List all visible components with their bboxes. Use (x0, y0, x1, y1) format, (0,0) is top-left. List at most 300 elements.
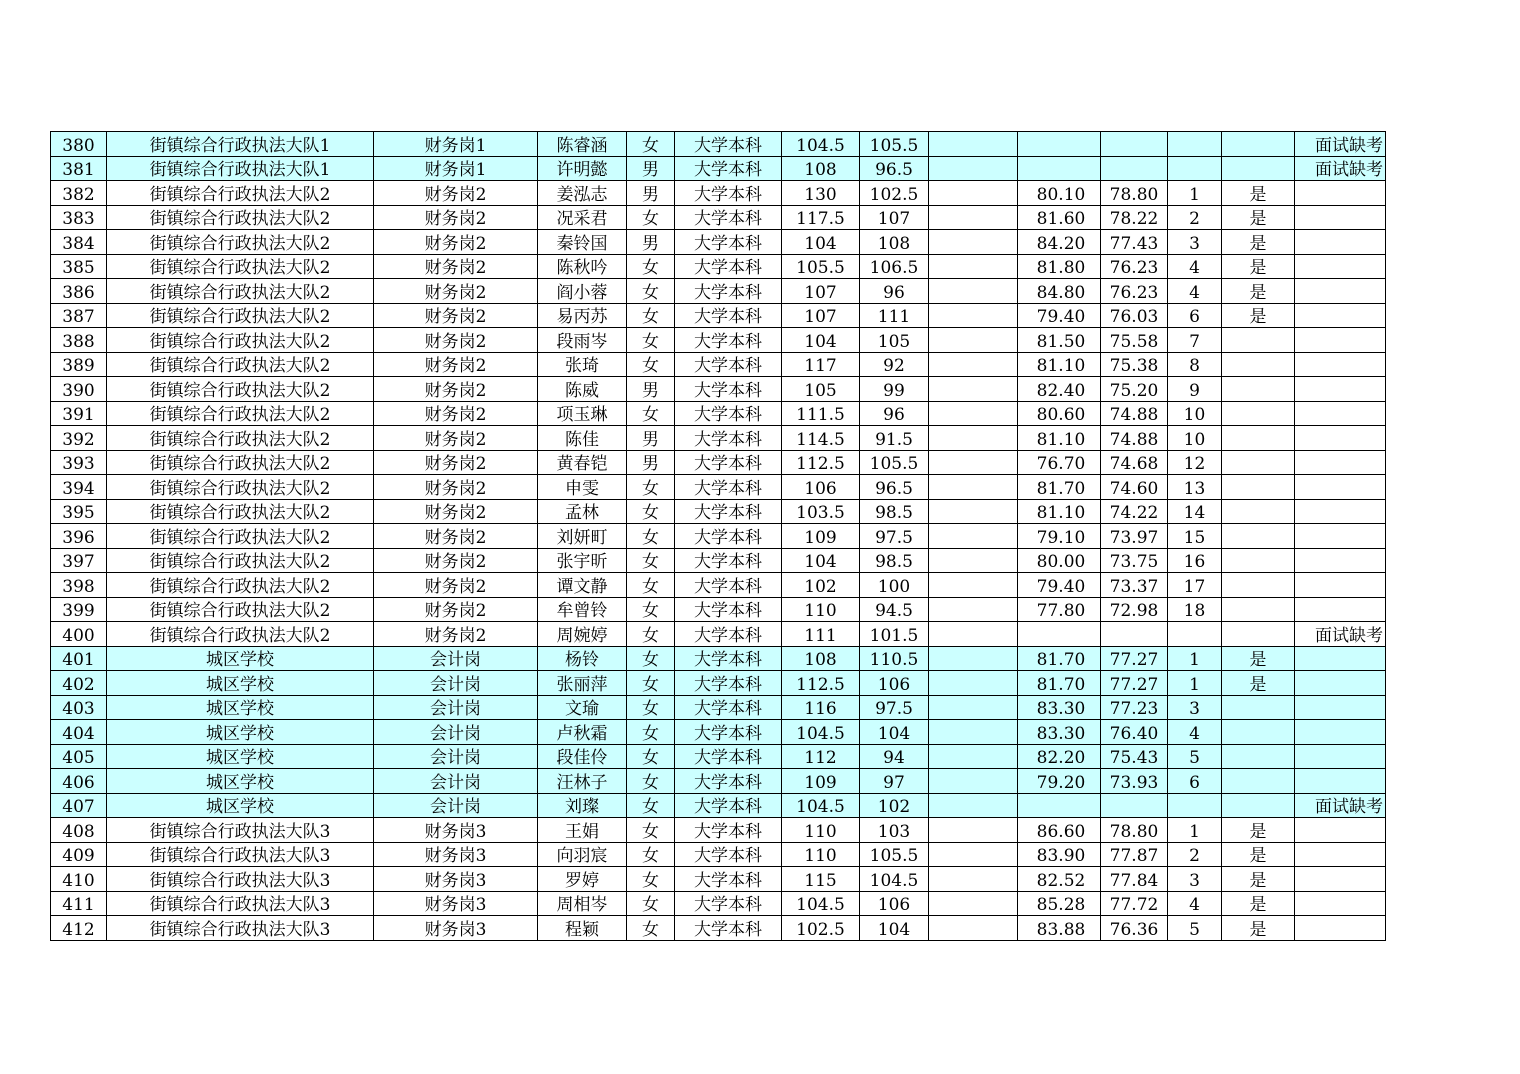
qualified-cell: 是 (1222, 818, 1295, 843)
score-2-cell: 94 (860, 744, 929, 769)
unit-cell: 街镇综合行政执法大队1 (107, 156, 374, 181)
remark-cell (1295, 524, 1386, 549)
total-score-cell: 73.37 (1101, 573, 1168, 598)
table-row (51, 867, 1386, 892)
blank-cell (929, 548, 1018, 573)
position-cell: 财务岗3 (374, 916, 538, 941)
qualified-cell: 是 (1222, 254, 1295, 279)
rank-cell (1168, 793, 1222, 818)
table-row (51, 450, 1386, 475)
unit-cell: 城区学校 (107, 646, 374, 671)
position-cell: 财务岗2 (374, 205, 538, 230)
row-number-cell: 406 (51, 769, 107, 794)
row-number-cell: 390 (51, 377, 107, 402)
qualified-cell (1222, 524, 1295, 549)
total-score-cell: 74.88 (1101, 426, 1168, 451)
rank-cell: 10 (1168, 401, 1222, 426)
interview-score-cell: 77.80 (1018, 597, 1101, 622)
score-1-cell: 115 (782, 867, 860, 892)
remark-cell (1295, 720, 1386, 745)
table-row (51, 891, 1386, 916)
table-row (51, 352, 1386, 377)
gender-cell: 女 (627, 793, 675, 818)
score-2-cell: 102 (860, 793, 929, 818)
unit-cell: 街镇综合行政执法大队2 (107, 303, 374, 328)
blank-cell (929, 426, 1018, 451)
qualified-cell (1222, 548, 1295, 573)
score-1-cell: 103.5 (782, 499, 860, 524)
score-2-cell: 105.5 (860, 132, 929, 157)
row-number-cell: 391 (51, 401, 107, 426)
interview-score-cell (1018, 156, 1101, 181)
row-number-cell: 380 (51, 132, 107, 157)
score-2-cell: 106.5 (860, 254, 929, 279)
unit-cell: 街镇综合行政执法大队1 (107, 132, 374, 157)
rank-cell: 5 (1168, 744, 1222, 769)
interview-score-cell: 81.10 (1018, 426, 1101, 451)
position-cell: 财务岗2 (374, 352, 538, 377)
score-1-cell: 107 (782, 279, 860, 304)
blank-cell (929, 695, 1018, 720)
education-cell: 大学本科 (675, 132, 782, 157)
interview-score-cell: 82.20 (1018, 744, 1101, 769)
interview-score-cell: 81.80 (1018, 254, 1101, 279)
qualified-cell (1222, 426, 1295, 451)
interview-score-cell: 79.40 (1018, 573, 1101, 598)
qualified-cell (1222, 597, 1295, 622)
interview-score-cell: 83.90 (1018, 842, 1101, 867)
remark-cell: 面试缺考 (1295, 793, 1386, 818)
rank-cell: 10 (1168, 426, 1222, 451)
blank-cell (929, 769, 1018, 794)
gender-cell: 女 (627, 132, 675, 157)
interview-score-cell: 81.60 (1018, 205, 1101, 230)
row-number-cell: 407 (51, 793, 107, 818)
total-score-cell: 75.20 (1101, 377, 1168, 402)
total-score-cell: 77.27 (1101, 646, 1168, 671)
row-number-cell: 396 (51, 524, 107, 549)
table-row (51, 548, 1386, 573)
unit-cell: 街镇综合行政执法大队2 (107, 205, 374, 230)
name-cell: 张丽萍 (538, 671, 627, 696)
interview-score-cell: 80.10 (1018, 181, 1101, 206)
position-cell: 财务岗2 (374, 450, 538, 475)
blank-cell (929, 279, 1018, 304)
score-1-cell: 110 (782, 597, 860, 622)
education-cell: 大学本科 (675, 916, 782, 941)
score-2-cell: 96 (860, 401, 929, 426)
education-cell: 大学本科 (675, 891, 782, 916)
education-cell: 大学本科 (675, 156, 782, 181)
table-body (51, 132, 1386, 941)
interview-score-cell (1018, 793, 1101, 818)
education-cell: 大学本科 (675, 744, 782, 769)
table-row (51, 426, 1386, 451)
score-2-cell: 106 (860, 891, 929, 916)
rank-cell: 3 (1168, 867, 1222, 892)
remark-cell (1295, 230, 1386, 255)
gender-cell: 男 (627, 377, 675, 402)
table-row (51, 622, 1386, 647)
table-row (51, 793, 1386, 818)
education-cell: 大学本科 (675, 230, 782, 255)
row-number-cell: 401 (51, 646, 107, 671)
score-2-cell: 97.5 (860, 524, 929, 549)
gender-cell: 女 (627, 646, 675, 671)
rank-cell: 1 (1168, 818, 1222, 843)
score-1-cell: 104.5 (782, 132, 860, 157)
score-2-cell: 107 (860, 205, 929, 230)
table-row (51, 720, 1386, 745)
unit-cell: 街镇综合行政执法大队2 (107, 499, 374, 524)
remark-cell (1295, 401, 1386, 426)
total-score-cell: 74.60 (1101, 475, 1168, 500)
name-cell: 许明懿 (538, 156, 627, 181)
interview-score-cell: 82.52 (1018, 867, 1101, 892)
name-cell: 陈秋吟 (538, 254, 627, 279)
education-cell: 大学本科 (675, 769, 782, 794)
score-2-cell: 99 (860, 377, 929, 402)
unit-cell: 街镇综合行政执法大队2 (107, 524, 374, 549)
interview-score-cell: 83.88 (1018, 916, 1101, 941)
score-1-cell: 106 (782, 475, 860, 500)
name-cell: 况采君 (538, 205, 627, 230)
remark-cell (1295, 744, 1386, 769)
remark-cell (1295, 205, 1386, 230)
education-cell: 大学本科 (675, 597, 782, 622)
gender-cell: 男 (627, 181, 675, 206)
rank-cell: 1 (1168, 181, 1222, 206)
position-cell: 财务岗2 (374, 377, 538, 402)
row-number-cell: 384 (51, 230, 107, 255)
name-cell: 汪林子 (538, 769, 627, 794)
position-cell: 会计岗 (374, 695, 538, 720)
position-cell: 财务岗2 (374, 622, 538, 647)
gender-cell: 女 (627, 597, 675, 622)
table-row (51, 842, 1386, 867)
education-cell: 大学本科 (675, 205, 782, 230)
total-score-cell: 76.23 (1101, 254, 1168, 279)
qualified-cell (1222, 377, 1295, 402)
remark-cell (1295, 548, 1386, 573)
remark-cell (1295, 352, 1386, 377)
rank-cell: 2 (1168, 205, 1222, 230)
table-row (51, 254, 1386, 279)
name-cell: 陈睿涵 (538, 132, 627, 157)
total-score-cell: 75.58 (1101, 328, 1168, 353)
name-cell: 罗婷 (538, 867, 627, 892)
total-score-cell (1101, 156, 1168, 181)
position-cell: 财务岗2 (374, 499, 538, 524)
rank-cell: 4 (1168, 254, 1222, 279)
position-cell: 会计岗 (374, 769, 538, 794)
name-cell: 阎小蓉 (538, 279, 627, 304)
unit-cell: 街镇综合行政执法大队2 (107, 450, 374, 475)
name-cell: 牟曾铃 (538, 597, 627, 622)
score-2-cell: 105.5 (860, 450, 929, 475)
row-number-cell: 398 (51, 573, 107, 598)
qualified-cell (1222, 475, 1295, 500)
blank-cell (929, 891, 1018, 916)
blank-cell (929, 744, 1018, 769)
total-score-cell: 74.68 (1101, 450, 1168, 475)
total-score-cell: 76.03 (1101, 303, 1168, 328)
table-row (51, 671, 1386, 696)
remark-cell (1295, 891, 1386, 916)
blank-cell (929, 867, 1018, 892)
qualified-cell (1222, 720, 1295, 745)
total-score-cell: 78.80 (1101, 181, 1168, 206)
unit-cell: 街镇综合行政执法大队2 (107, 573, 374, 598)
score-1-cell: 112 (782, 744, 860, 769)
row-number-cell: 392 (51, 426, 107, 451)
education-cell: 大学本科 (675, 499, 782, 524)
education-cell: 大学本科 (675, 303, 782, 328)
unit-cell: 城区学校 (107, 720, 374, 745)
qualified-cell (1222, 450, 1295, 475)
unit-cell: 城区学校 (107, 769, 374, 794)
score-1-cell: 112.5 (782, 671, 860, 696)
remark-cell (1295, 597, 1386, 622)
blank-cell (929, 352, 1018, 377)
row-number-cell: 388 (51, 328, 107, 353)
unit-cell: 城区学校 (107, 793, 374, 818)
education-cell: 大学本科 (675, 548, 782, 573)
score-1-cell: 130 (782, 181, 860, 206)
table-row (51, 303, 1386, 328)
blank-cell (929, 573, 1018, 598)
rank-cell: 8 (1168, 352, 1222, 377)
position-cell: 财务岗3 (374, 867, 538, 892)
education-cell: 大学本科 (675, 377, 782, 402)
unit-cell: 街镇综合行政执法大队2 (107, 328, 374, 353)
gender-cell: 女 (627, 744, 675, 769)
total-score-cell: 73.75 (1101, 548, 1168, 573)
rank-cell: 18 (1168, 597, 1222, 622)
rank-cell: 7 (1168, 328, 1222, 353)
unit-cell: 街镇综合行政执法大队3 (107, 842, 374, 867)
table-row (51, 573, 1386, 598)
score-2-cell: 105.5 (860, 842, 929, 867)
name-cell: 杨铃 (538, 646, 627, 671)
unit-cell: 街镇综合行政执法大队3 (107, 891, 374, 916)
table-row (51, 181, 1386, 206)
gender-cell: 女 (627, 328, 675, 353)
name-cell: 项玉琳 (538, 401, 627, 426)
name-cell: 王娟 (538, 818, 627, 843)
total-score-cell: 77.27 (1101, 671, 1168, 696)
rank-cell (1168, 132, 1222, 157)
rank-cell: 15 (1168, 524, 1222, 549)
total-score-cell: 74.22 (1101, 499, 1168, 524)
interview-score-cell: 81.70 (1018, 475, 1101, 500)
row-number-cell: 412 (51, 916, 107, 941)
gender-cell: 女 (627, 303, 675, 328)
position-cell: 财务岗2 (374, 524, 538, 549)
position-cell: 财务岗2 (374, 475, 538, 500)
position-cell: 会计岗 (374, 744, 538, 769)
interview-score-cell (1018, 622, 1101, 647)
blank-cell (929, 720, 1018, 745)
blank-cell (929, 646, 1018, 671)
table-row (51, 769, 1386, 794)
blank-cell (929, 254, 1018, 279)
score-2-cell: 100 (860, 573, 929, 598)
score-1-cell: 108 (782, 646, 860, 671)
qualified-cell: 是 (1222, 303, 1295, 328)
rank-cell (1168, 156, 1222, 181)
total-score-cell: 74.88 (1101, 401, 1168, 426)
education-cell: 大学本科 (675, 867, 782, 892)
score-2-cell: 104 (860, 916, 929, 941)
interview-score-cell: 79.40 (1018, 303, 1101, 328)
remark-cell (1295, 328, 1386, 353)
position-cell: 财务岗2 (374, 401, 538, 426)
total-score-cell: 76.40 (1101, 720, 1168, 745)
name-cell: 向羽宸 (538, 842, 627, 867)
score-2-cell: 91.5 (860, 426, 929, 451)
gender-cell: 女 (627, 352, 675, 377)
score-2-cell: 106 (860, 671, 929, 696)
interview-score-cell: 80.60 (1018, 401, 1101, 426)
rank-cell: 1 (1168, 671, 1222, 696)
score-2-cell: 97.5 (860, 695, 929, 720)
table-row (51, 646, 1386, 671)
row-number-cell: 381 (51, 156, 107, 181)
blank-cell (929, 328, 1018, 353)
remark-cell (1295, 279, 1386, 304)
qualified-cell (1222, 622, 1295, 647)
name-cell: 张琦 (538, 352, 627, 377)
total-score-cell: 77.43 (1101, 230, 1168, 255)
score-2-cell: 105 (860, 328, 929, 353)
position-cell: 财务岗2 (374, 303, 538, 328)
unit-cell: 街镇综合行政执法大队2 (107, 548, 374, 573)
table-row (51, 205, 1386, 230)
education-cell: 大学本科 (675, 181, 782, 206)
blank-cell (929, 842, 1018, 867)
unit-cell: 城区学校 (107, 744, 374, 769)
qualified-cell: 是 (1222, 891, 1295, 916)
table-row (51, 377, 1386, 402)
total-score-cell: 72.98 (1101, 597, 1168, 622)
education-cell: 大学本科 (675, 401, 782, 426)
unit-cell: 街镇综合行政执法大队2 (107, 426, 374, 451)
name-cell: 易丙苏 (538, 303, 627, 328)
total-score-cell: 76.23 (1101, 279, 1168, 304)
qualified-cell: 是 (1222, 230, 1295, 255)
gender-cell: 女 (627, 818, 675, 843)
qualified-cell: 是 (1222, 867, 1295, 892)
remark-cell (1295, 303, 1386, 328)
gender-cell: 女 (627, 916, 675, 941)
qualified-cell (1222, 769, 1295, 794)
name-cell: 文瑜 (538, 695, 627, 720)
gender-cell: 女 (627, 695, 675, 720)
unit-cell: 城区学校 (107, 695, 374, 720)
position-cell: 财务岗1 (374, 132, 538, 157)
blank-cell (929, 916, 1018, 941)
gender-cell: 男 (627, 426, 675, 451)
row-number-cell: 408 (51, 818, 107, 843)
position-cell: 财务岗2 (374, 181, 538, 206)
name-cell: 段雨岑 (538, 328, 627, 353)
row-number-cell: 387 (51, 303, 107, 328)
qualified-cell (1222, 744, 1295, 769)
total-score-cell: 77.72 (1101, 891, 1168, 916)
table-row (51, 916, 1386, 941)
position-cell: 财务岗2 (374, 254, 538, 279)
unit-cell: 街镇综合行政执法大队2 (107, 597, 374, 622)
unit-cell: 街镇综合行政执法大队2 (107, 254, 374, 279)
name-cell: 谭文静 (538, 573, 627, 598)
blank-cell (929, 156, 1018, 181)
rank-cell: 14 (1168, 499, 1222, 524)
score-2-cell: 104.5 (860, 867, 929, 892)
table-row (51, 156, 1386, 181)
row-number-cell: 404 (51, 720, 107, 745)
blank-cell (929, 597, 1018, 622)
total-score-cell: 77.23 (1101, 695, 1168, 720)
interview-score-cell: 79.10 (1018, 524, 1101, 549)
blank-cell (929, 303, 1018, 328)
score-2-cell: 102.5 (860, 181, 929, 206)
qualified-cell: 是 (1222, 671, 1295, 696)
education-cell: 大学本科 (675, 671, 782, 696)
unit-cell: 街镇综合行政执法大队2 (107, 401, 374, 426)
education-cell: 大学本科 (675, 793, 782, 818)
interview-score-cell: 85.28 (1018, 891, 1101, 916)
remark-cell (1295, 695, 1386, 720)
blank-cell (929, 622, 1018, 647)
rank-cell: 3 (1168, 230, 1222, 255)
name-cell: 刘璨 (538, 793, 627, 818)
row-number-cell: 405 (51, 744, 107, 769)
interview-score-cell: 82.40 (1018, 377, 1101, 402)
education-cell: 大学本科 (675, 352, 782, 377)
gender-cell: 女 (627, 720, 675, 745)
total-score-cell: 73.93 (1101, 769, 1168, 794)
rank-cell: 3 (1168, 695, 1222, 720)
rank-cell: 4 (1168, 720, 1222, 745)
score-1-cell: 110 (782, 842, 860, 867)
remark-cell (1295, 769, 1386, 794)
name-cell: 陈威 (538, 377, 627, 402)
position-cell: 会计岗 (374, 793, 538, 818)
gender-cell: 女 (627, 279, 675, 304)
unit-cell: 街镇综合行政执法大队2 (107, 622, 374, 647)
row-number-cell: 402 (51, 671, 107, 696)
name-cell: 孟林 (538, 499, 627, 524)
gender-cell: 女 (627, 842, 675, 867)
table-row (51, 695, 1386, 720)
score-table (50, 131, 1386, 941)
position-cell: 财务岗2 (374, 426, 538, 451)
remark-cell (1295, 916, 1386, 941)
rank-cell: 6 (1168, 769, 1222, 794)
qualified-cell (1222, 328, 1295, 353)
score-2-cell: 94.5 (860, 597, 929, 622)
qualified-cell (1222, 132, 1295, 157)
unit-cell: 街镇综合行政执法大队3 (107, 867, 374, 892)
unit-cell: 街镇综合行政执法大队3 (107, 916, 374, 941)
score-2-cell: 96.5 (860, 475, 929, 500)
education-cell: 大学本科 (675, 818, 782, 843)
qualified-cell (1222, 573, 1295, 598)
score-1-cell: 111.5 (782, 401, 860, 426)
qualified-cell (1222, 499, 1295, 524)
score-1-cell: 117 (782, 352, 860, 377)
